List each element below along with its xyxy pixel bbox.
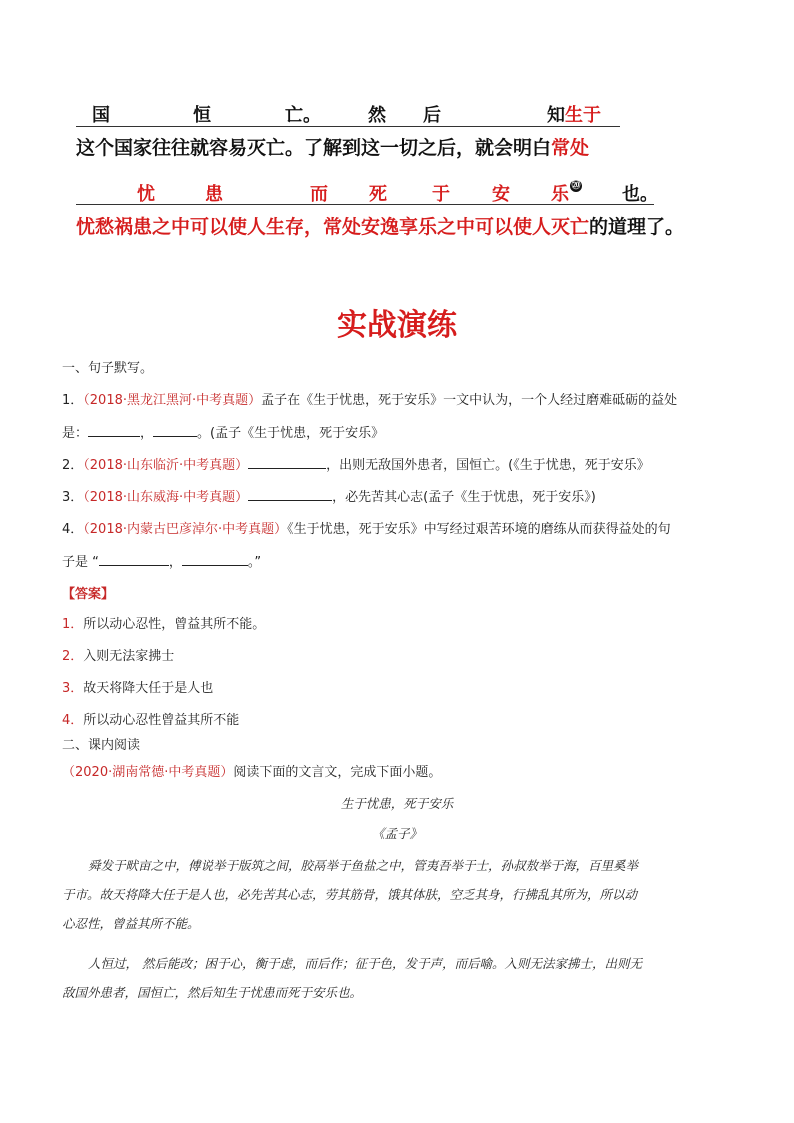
answer-blank[interactable] (248, 456, 326, 469)
question-item (62, 518, 671, 537)
question-number: 3． (62, 490, 84, 505)
answer-text: 入则无法家拂士 (83, 649, 175, 664)
translation-line-1 (76, 133, 589, 160)
answer-item (62, 709, 239, 728)
section-title: 实战演练 (337, 308, 457, 343)
poem-line: 人恒过， 然后能改；困于心，衡于虑，而后作；征于色，发于声，而后喻。入则无法家拂士，出则无 (88, 956, 642, 971)
spread-char (547, 101, 601, 127)
question-text: ，必先苦其心志(孟子《生于忧患，死于安乐》) (332, 490, 596, 505)
translation-line-2 (76, 212, 684, 239)
spread-char: 于 (432, 184, 450, 205)
spread-char-text: 知 (547, 105, 565, 126)
question-text: 子是 “ (62, 555, 99, 570)
spread-char: 患 (205, 184, 223, 205)
answer-item (62, 645, 174, 664)
spread-red-tail: 生于 (565, 105, 601, 126)
poem-line: 于市。故天将降大任于是人也，必先苦其心志，劳其筋骨，饿其体肤，空乏其身，行拂乱其所为，所以动 (62, 887, 638, 902)
answer-blank[interactable] (248, 488, 332, 501)
question-source: （2018·山东威海·中考真题） (83, 490, 249, 505)
question-item-cont: 子是 “ ， 。” (62, 555, 262, 570)
translation-text: 的道理了。 (589, 216, 685, 238)
question-source: （2018·山东临沂·中考真题） (83, 458, 249, 473)
question-text: ，出则无敌国外患者，国恒亡。(《生于忧患，死于安乐》 (326, 458, 650, 473)
reading-source: （2020·湖南常德·中考真题） (62, 765, 234, 780)
question-item-cont: 是： ， 。(孟子《生于忧患，死于安乐》 (62, 426, 385, 441)
translation-highlight: 常处 (551, 137, 590, 159)
question-text: 是： (62, 426, 89, 441)
answer-text: 所以动心忍性曾益其所不能 (83, 713, 240, 728)
answer-blank[interactable] (182, 553, 248, 566)
answer-blank[interactable] (99, 553, 169, 566)
question-text: 《生于忧患，死于安乐》中写经过艰苦环境的磨练从而获得益处的句 (287, 522, 671, 537)
reading-heading: 二、课内阅读 (62, 738, 141, 753)
answer-number: 3． (62, 681, 84, 696)
reading-instruction (62, 761, 441, 780)
footnote-marker: ⑳ (571, 181, 581, 191)
poem-title: 生于忧患，死于安乐 (340, 796, 454, 811)
spread-char: 后 (423, 105, 441, 126)
spread-char: 而 (310, 184, 328, 205)
spread-char: 死 (369, 184, 387, 205)
answer-text: 所以动心忍性，曾益其所不能。 (83, 617, 266, 632)
spread-char: 然 (368, 105, 386, 126)
spread-char: 亡。 (285, 105, 321, 126)
question-source: （2018·内蒙古巴彦淖尔·中考真题） (83, 522, 288, 537)
answer-text: 故天将降大任于是人也 (83, 681, 214, 696)
spread-char (551, 180, 582, 206)
question-text: 。” (247, 555, 262, 570)
question-number: 2． (62, 458, 84, 473)
answer-blank[interactable] (153, 424, 197, 437)
question-item (62, 486, 596, 505)
question-number: 4． (62, 522, 84, 537)
poem-line: 舜发于畎亩之中，傅说举于版筑之间，胶鬲举于鱼盐之中，管夷吾举于士，孙叔敖举于海，百里奚举 (88, 858, 639, 873)
answer-item (62, 613, 265, 632)
spread-char: 忧 (137, 184, 155, 205)
poem-line: 敌国外患者，国恒亡，然后知生于忧患而死于安乐也。 (62, 985, 363, 1000)
spread-char: 国 (92, 105, 110, 126)
question-heading: 一、句子默写。 (62, 361, 154, 376)
answer-number: 2． (62, 649, 84, 664)
spread-char: 安 (492, 184, 510, 205)
answer-label: 【答案】 (62, 587, 115, 602)
question-number: 1． (62, 393, 84, 408)
question-text: 。(孟子《生于忧患，死于安乐》 (197, 426, 385, 441)
poem-author: 《孟子》 (371, 826, 422, 841)
underline-rule (76, 126, 620, 127)
question-item (62, 389, 677, 408)
translation-text: 这个国家往往就容易灭亡。了解到这一切之后，就会明白 (76, 137, 552, 159)
question-text: 孟子在《生于忧患，死于安乐》一文中认为，一个人经过磨难砥砺的益处 (261, 393, 678, 408)
answer-number: 4． (62, 713, 84, 728)
reading-instruction-text: 阅读下面的文言文，完成下面小题。 (233, 765, 442, 780)
answer-blank[interactable] (88, 424, 140, 437)
spread-char: 恒 (193, 105, 211, 126)
spread-char-text: 乐 (551, 184, 569, 205)
underline-rule (76, 204, 654, 205)
question-item (62, 454, 650, 473)
answer-item (62, 677, 213, 696)
translation-highlight: 忧愁祸患之中可以使人生存，常处安逸享乐之中可以使人灭亡 (76, 216, 590, 238)
question-source: （2018·黑龙江黑河·中考真题） (83, 393, 262, 408)
spread-tail: 也。 (622, 184, 658, 205)
poem-line: 心忍性，曾益其所不能。 (62, 916, 200, 931)
answer-number: 1． (62, 617, 84, 632)
